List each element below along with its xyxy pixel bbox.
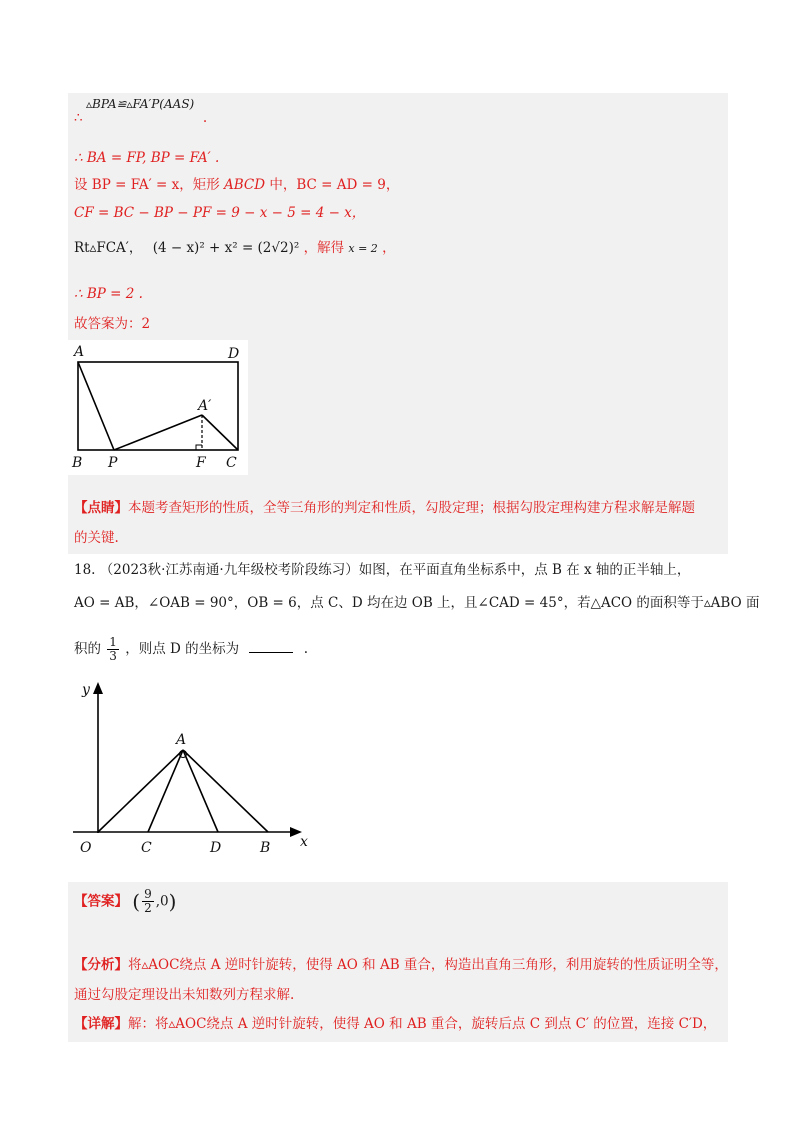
analysis-text-2: 通过勾股定理设出未知数列方程求解. — [74, 987, 295, 1003]
label-f: F — [196, 455, 206, 471]
solve-text: ，解得 — [303, 240, 345, 256]
fraction-denominator: 3 — [109, 649, 117, 664]
label-d: D — [228, 346, 240, 362]
question-end-dot: . — [303, 641, 309, 658]
question-text-1: 如图，在平面直角坐标系中，点 B 在 x 轴的正半轴上， — [358, 562, 691, 578]
label-a: A — [74, 344, 85, 360]
fraction-numerator: 1 — [109, 635, 117, 649]
pythagoras-line — [74, 240, 396, 256]
detail-tag: 【详解】 — [74, 1016, 128, 1032]
analysis-tag: 【分析】 — [74, 957, 128, 973]
question-text-3b: ，则点 D 的坐标为 — [125, 641, 240, 658]
right-triangle-label: Rt▵FCA′， — [74, 240, 143, 256]
answer-blank[interactable] — [249, 642, 293, 653]
comment-line-1 — [74, 500, 695, 516]
question-text-2: AO = AB，∠OAB = 90°，OB = 6，点 C、D 均在边 OB 上，且∠CAD = 45°，若△ACO 的面积等于▵ABO 面 — [74, 595, 760, 611]
answer-numerator: 9 — [144, 887, 152, 901]
cf-equation: CF = BC − BP − PF = 9 − x − 5 = 4 − x， — [74, 205, 366, 221]
rectangle-name: ABCD — [224, 177, 266, 193]
answer-close-paren: ) — [168, 889, 177, 914]
label-y: y — [82, 682, 90, 698]
label-x: x — [300, 834, 308, 850]
question-number: 18. — [74, 562, 96, 578]
let-text: 设 BP = FA′ = x，矩形 — [74, 177, 220, 193]
label-c2: C — [141, 840, 152, 856]
comment-text-2: 的关键. — [74, 530, 119, 546]
detail-line — [74, 1016, 716, 1032]
analysis-line-2 — [74, 987, 294, 1003]
segment-oa — [98, 750, 183, 832]
solution-value: x = 2 — [348, 242, 378, 255]
comment-tag: 【点睛】 — [74, 500, 128, 516]
pythagoras-equation: (4 − x)² + x² = (2√2)² — [152, 240, 300, 256]
rectangle-figure — [68, 340, 248, 475]
detail-text: 解：将▵AOC绕点 A 逆时针旋转，使得 AO 和 AB 重合，旋转后点 C 到点 C′ 的位置，连接 C′D， — [128, 1016, 717, 1032]
answer-value: ( — [132, 889, 141, 914]
comment-line-2 — [74, 530, 119, 546]
question-line-2 — [74, 595, 759, 611]
cf-line — [74, 205, 365, 221]
line-end-dot: . — [202, 110, 208, 126]
answer-rest: ,0 — [155, 893, 169, 910]
segment-ac — [148, 750, 183, 832]
bp-result: ∴ BP = 2 . — [74, 286, 143, 302]
answer-line — [74, 888, 176, 915]
answer-denominator: 2 — [144, 901, 152, 916]
question-line-3 — [74, 636, 308, 663]
segment-ab — [183, 750, 268, 832]
comma: ， — [382, 240, 396, 256]
analysis-text-1: 将▵AOC绕点 A 逆时针旋转，使得 AO 和 AB 重合，构造出直角三角形，利用旋转的性质证明全等， — [128, 957, 728, 973]
rectangle-side-text: 中，BC = AD = 9， — [269, 177, 400, 193]
answer-fraction — [142, 888, 154, 915]
final-answer-line — [74, 316, 150, 332]
coordinate-figure — [68, 678, 318, 863]
label-a-prime: A′ — [198, 398, 212, 414]
label-d2: D — [210, 840, 222, 856]
bp-result-line — [74, 286, 143, 302]
comment-text-1: 本题考查矩形的性质，全等三角形的判定和性质，勾股定理；根据勾股定理构建方程求解是解题 — [128, 500, 695, 516]
segment-ad — [183, 750, 218, 832]
answer-tag: 【答案】 — [74, 893, 128, 910]
therefore-symbol: ∴ — [74, 110, 83, 126]
figure1-background — [68, 340, 248, 475]
equality-text: ∴ BA = FP, BP = FA′ . — [74, 150, 220, 166]
question-line-1 — [74, 562, 690, 578]
therefore-symbol-line — [74, 110, 207, 126]
label-b: B — [72, 455, 83, 471]
label-a2: A — [176, 732, 187, 748]
label-c: C — [226, 455, 237, 471]
y-axis-arrow — [93, 682, 103, 694]
one-third-fraction — [107, 636, 119, 663]
label-o: O — [80, 840, 92, 856]
label-p: P — [108, 455, 118, 471]
analysis-line-1 — [74, 957, 728, 973]
equality-line — [74, 150, 219, 166]
question-source: （2023秋·江苏南通·九年级校考阶段练习） — [99, 562, 359, 578]
final-answer-text: 故答案为：2 — [74, 316, 151, 332]
question-text-3a: 积的 — [74, 641, 101, 658]
let-line — [74, 177, 399, 193]
label-b2: B — [260, 840, 271, 856]
congruence-statement: ▵BPA≌▵FA′P(AAS) — [86, 97, 195, 111]
